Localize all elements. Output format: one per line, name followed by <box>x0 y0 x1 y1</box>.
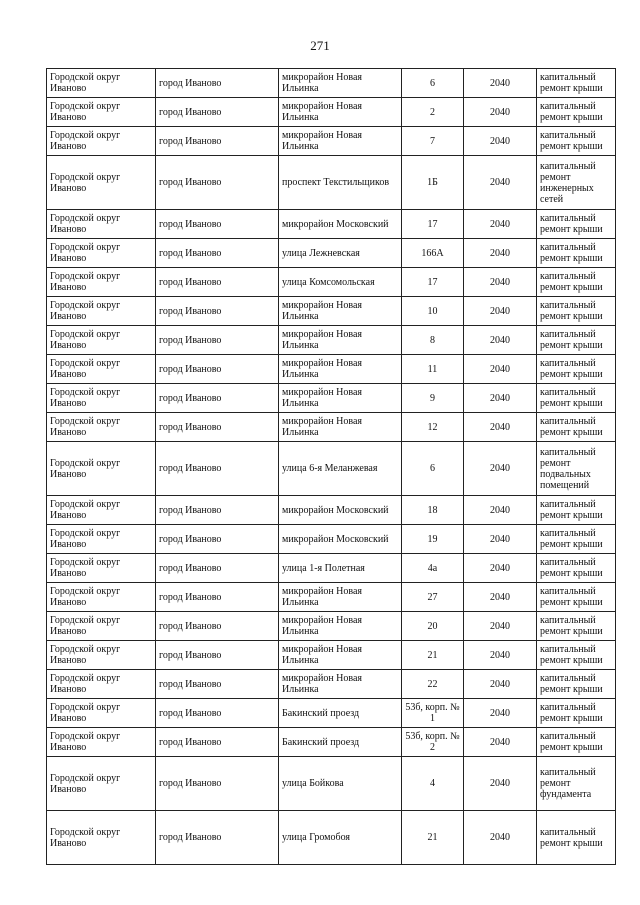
year-cell: 2040 <box>464 670 537 699</box>
municipality-cell: Городской округ Иваново <box>47 127 156 156</box>
street-cell: микрорайон Московский <box>279 525 402 554</box>
house-number-cell: 1Б <box>402 156 464 210</box>
city-cell: город Иваново <box>156 442 279 496</box>
work-type-cell: капитальный ремонт крыши <box>537 583 616 612</box>
house-number-cell: 18 <box>402 496 464 525</box>
municipality-cell: Городской округ Иваново <box>47 728 156 757</box>
street-cell: улица 6-я Меланжевая <box>279 442 402 496</box>
street-cell: Бакинский проезд <box>279 699 402 728</box>
work-type-cell: капитальный ремонт инженерных сетей <box>537 156 616 210</box>
municipality-cell: Городской округ Иваново <box>47 496 156 525</box>
work-type-cell: капитальный ремонт крыши <box>537 210 616 239</box>
house-number-cell: 4а <box>402 554 464 583</box>
year-cell: 2040 <box>464 268 537 297</box>
city-cell: город Иваново <box>156 355 279 384</box>
year-cell: 2040 <box>464 156 537 210</box>
table-row <box>47 413 616 442</box>
street-cell: улица Лежневская <box>279 239 402 268</box>
street-cell: улица Комсомольская <box>279 268 402 297</box>
house-number-cell: 7 <box>402 127 464 156</box>
street-cell: Бакинский проезд <box>279 728 402 757</box>
table-row <box>47 210 616 239</box>
table-row <box>47 239 616 268</box>
table-row <box>47 612 616 641</box>
work-type-cell: капитальный ремонт крыши <box>537 670 616 699</box>
work-type-cell: капитальный ремонт крыши <box>537 728 616 757</box>
house-number-cell: 9 <box>402 384 464 413</box>
city-cell: город Иваново <box>156 811 279 865</box>
table-row <box>47 268 616 297</box>
municipality-cell: Городской округ Иваново <box>47 757 156 811</box>
house-number-cell: 20 <box>402 612 464 641</box>
municipality-cell: Городской округ Иваново <box>47 239 156 268</box>
street-cell: микрорайон Новая Ильинка <box>279 670 402 699</box>
year-cell: 2040 <box>464 98 537 127</box>
house-number-cell: 11 <box>402 355 464 384</box>
table-row <box>47 442 616 496</box>
house-number-cell: 6 <box>402 442 464 496</box>
work-type-cell: капитальный ремонт крыши <box>537 699 616 728</box>
house-number-cell: 166А <box>402 239 464 268</box>
year-cell: 2040 <box>464 127 537 156</box>
house-number-cell: 12 <box>402 413 464 442</box>
street-cell: микрорайон Новая Ильинка <box>279 583 402 612</box>
table-row <box>47 69 616 98</box>
work-type-cell: капитальный ремонт крыши <box>537 413 616 442</box>
year-cell: 2040 <box>464 239 537 268</box>
street-cell: микрорайон Новая Ильинка <box>279 413 402 442</box>
work-type-cell: капитальный ремонт крыши <box>537 641 616 670</box>
municipality-cell: Городской округ Иваново <box>47 98 156 127</box>
street-cell: микрорайон Новая Ильинка <box>279 297 402 326</box>
year-cell: 2040 <box>464 326 537 355</box>
city-cell: город Иваново <box>156 757 279 811</box>
work-type-cell: капитальный ремонт крыши <box>537 127 616 156</box>
city-cell: город Иваново <box>156 69 279 98</box>
table-row <box>47 583 616 612</box>
house-number-cell: 27 <box>402 583 464 612</box>
work-type-cell: капитальный ремонт крыши <box>537 326 616 355</box>
table-row <box>47 355 616 384</box>
city-cell: город Иваново <box>156 554 279 583</box>
street-cell: микрорайон Новая Ильинка <box>279 641 402 670</box>
work-type-cell: капитальный ремонт подвальных помещений <box>537 442 616 496</box>
municipality-cell: Городской округ Иваново <box>47 156 156 210</box>
municipality-cell: Городской округ Иваново <box>47 326 156 355</box>
city-cell: город Иваново <box>156 612 279 641</box>
table-row <box>47 127 616 156</box>
table-row <box>47 98 616 127</box>
municipality-cell: Городской округ Иваново <box>47 699 156 728</box>
street-cell: микрорайон Новая Ильинка <box>279 127 402 156</box>
year-cell: 2040 <box>464 442 537 496</box>
work-type-cell: капитальный ремонт крыши <box>537 612 616 641</box>
repair-schedule-table <box>46 68 616 865</box>
year-cell: 2040 <box>464 525 537 554</box>
city-cell: город Иваново <box>156 670 279 699</box>
work-type-cell: капитальный ремонт крыши <box>537 297 616 326</box>
table-row <box>47 496 616 525</box>
table-row <box>47 641 616 670</box>
municipality-cell: Городской округ Иваново <box>47 413 156 442</box>
year-cell: 2040 <box>464 554 537 583</box>
work-type-cell: капитальный ремонт крыши <box>537 554 616 583</box>
city-cell: город Иваново <box>156 525 279 554</box>
year-cell: 2040 <box>464 69 537 98</box>
work-type-cell: капитальный ремонт крыши <box>537 98 616 127</box>
street-cell: микрорайон Московский <box>279 210 402 239</box>
city-cell: город Иваново <box>156 583 279 612</box>
table-row <box>47 757 616 811</box>
house-number-cell: 10 <box>402 297 464 326</box>
table-row <box>47 728 616 757</box>
work-type-cell: капитальный ремонт крыши <box>537 268 616 297</box>
street-cell: улица Бойкова <box>279 757 402 811</box>
municipality-cell: Городской округ Иваново <box>47 297 156 326</box>
house-number-cell: 8 <box>402 326 464 355</box>
municipality-cell: Городской округ Иваново <box>47 69 156 98</box>
table-row <box>47 384 616 413</box>
street-cell: улица 1-я Полетная <box>279 554 402 583</box>
city-cell: город Иваново <box>156 210 279 239</box>
table-row <box>47 554 616 583</box>
table-row <box>47 525 616 554</box>
municipality-cell: Городской округ Иваново <box>47 268 156 297</box>
city-cell: город Иваново <box>156 268 279 297</box>
year-cell: 2040 <box>464 413 537 442</box>
work-type-cell: капитальный ремонт крыши <box>537 239 616 268</box>
municipality-cell: Городской округ Иваново <box>47 384 156 413</box>
street-cell: микрорайон Новая Ильинка <box>279 69 402 98</box>
municipality-cell: Городской округ Иваново <box>47 525 156 554</box>
municipality-cell: Городской округ Иваново <box>47 670 156 699</box>
city-cell: город Иваново <box>156 699 279 728</box>
house-number-cell: 17 <box>402 268 464 297</box>
municipality-cell: Городской округ Иваново <box>47 641 156 670</box>
house-number-cell: 21 <box>402 811 464 865</box>
city-cell: город Иваново <box>156 641 279 670</box>
year-cell: 2040 <box>464 811 537 865</box>
work-type-cell: капитальный ремонт крыши <box>537 384 616 413</box>
table-row <box>47 670 616 699</box>
city-cell: город Иваново <box>156 413 279 442</box>
table-row <box>47 326 616 355</box>
municipality-cell: Городской округ Иваново <box>47 210 156 239</box>
house-number-cell: 21 <box>402 641 464 670</box>
municipality-cell: Городской округ Иваново <box>47 811 156 865</box>
municipality-cell: Городской округ Иваново <box>47 554 156 583</box>
year-cell: 2040 <box>464 496 537 525</box>
work-type-cell: капитальный ремонт крыши <box>537 355 616 384</box>
work-type-cell: капитальный ремонт крыши <box>537 69 616 98</box>
table-row <box>47 811 616 865</box>
year-cell: 2040 <box>464 583 537 612</box>
house-number-cell: 6 <box>402 69 464 98</box>
year-cell: 2040 <box>464 757 537 811</box>
page-number: 271 <box>310 38 330 53</box>
year-cell: 2040 <box>464 641 537 670</box>
house-number-cell: 53б, корп. № 1 <box>402 699 464 728</box>
city-cell: город Иваново <box>156 496 279 525</box>
work-type-cell: капитальный ремонт крыши <box>537 496 616 525</box>
house-number-cell: 22 <box>402 670 464 699</box>
street-cell: микрорайон Новая Ильинка <box>279 355 402 384</box>
house-number-cell: 17 <box>402 210 464 239</box>
city-cell: город Иваново <box>156 326 279 355</box>
year-cell: 2040 <box>464 210 537 239</box>
house-number-cell: 19 <box>402 525 464 554</box>
year-cell: 2040 <box>464 728 537 757</box>
street-cell: микрорайон Новая Ильинка <box>279 384 402 413</box>
table-row <box>47 156 616 210</box>
city-cell: город Иваново <box>156 98 279 127</box>
year-cell: 2040 <box>464 699 537 728</box>
table-row <box>47 297 616 326</box>
year-cell: 2040 <box>464 355 537 384</box>
city-cell: город Иваново <box>156 728 279 757</box>
street-cell: микрорайон Новая Ильинка <box>279 612 402 641</box>
year-cell: 2040 <box>464 384 537 413</box>
street-cell: микрорайон Новая Ильинка <box>279 98 402 127</box>
municipality-cell: Городской округ Иваново <box>47 442 156 496</box>
street-cell: микрорайон Московский <box>279 496 402 525</box>
work-type-cell: капитальный ремонт фундамента <box>537 757 616 811</box>
street-cell: проспект Текстильщиков <box>279 156 402 210</box>
municipality-cell: Городской округ Иваново <box>47 355 156 384</box>
street-cell: улица Громобоя <box>279 811 402 865</box>
city-cell: город Иваново <box>156 239 279 268</box>
house-number-cell: 4 <box>402 757 464 811</box>
city-cell: город Иваново <box>156 297 279 326</box>
municipality-cell: Городской округ Иваново <box>47 583 156 612</box>
city-cell: город Иваново <box>156 384 279 413</box>
table-row <box>47 699 616 728</box>
city-cell: город Иваново <box>156 156 279 210</box>
work-type-cell: капитальный ремонт крыши <box>537 811 616 865</box>
house-number-cell: 53б, корп. № 2 <box>402 728 464 757</box>
year-cell: 2040 <box>464 612 537 641</box>
work-type-cell: капитальный ремонт крыши <box>537 525 616 554</box>
municipality-cell: Городской округ Иваново <box>47 612 156 641</box>
city-cell: город Иваново <box>156 127 279 156</box>
year-cell: 2040 <box>464 297 537 326</box>
house-number-cell: 2 <box>402 98 464 127</box>
street-cell: микрорайон Новая Ильинка <box>279 326 402 355</box>
table-body <box>47 69 616 865</box>
